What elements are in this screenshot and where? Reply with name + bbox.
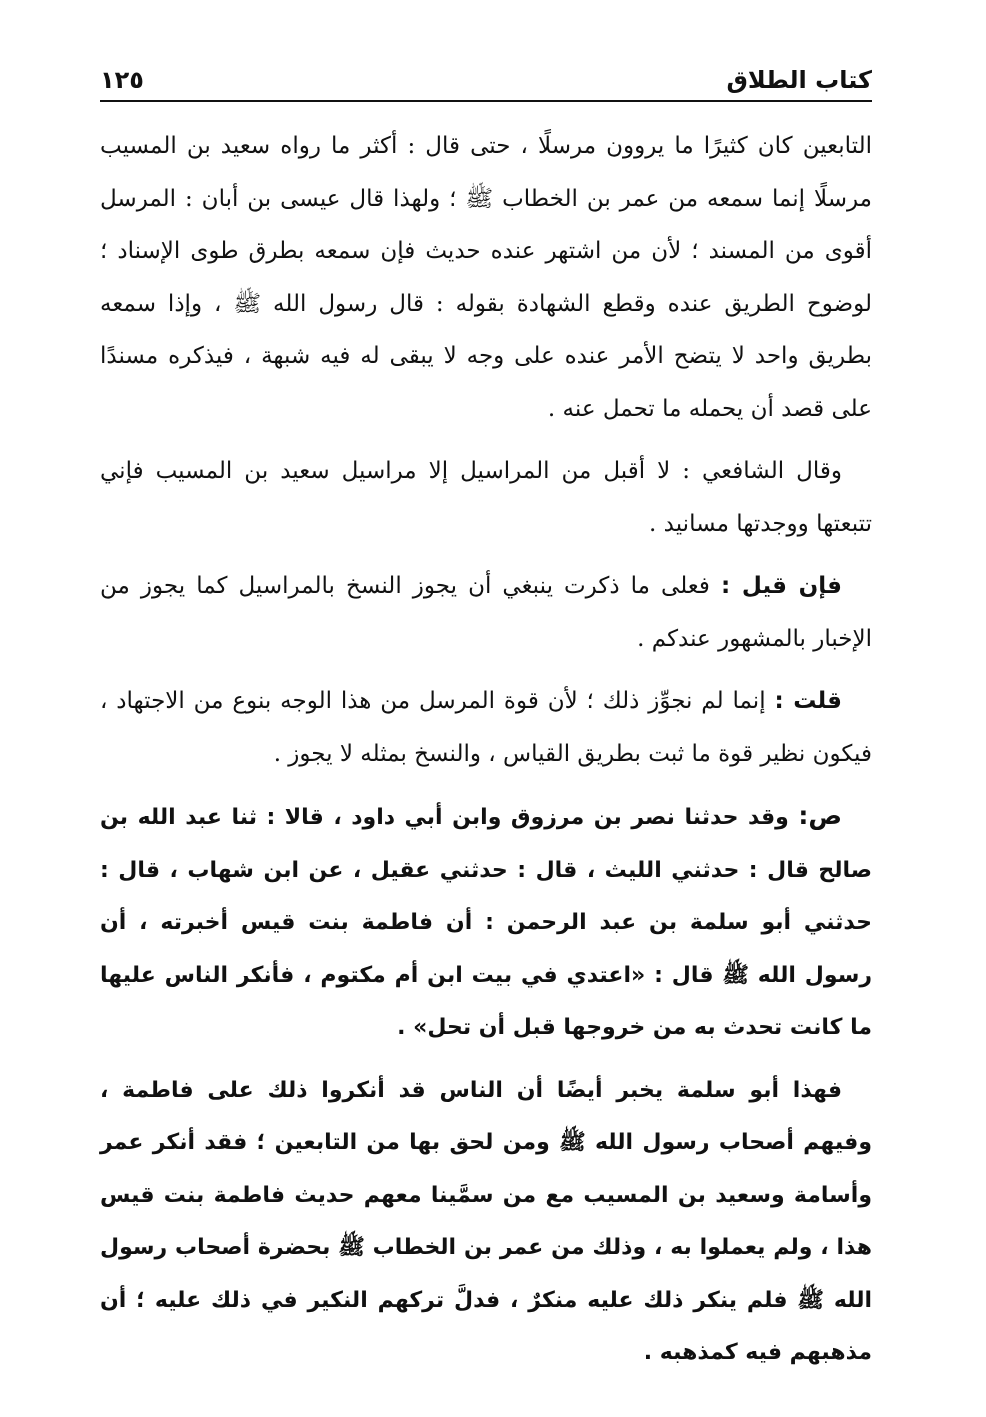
paragraph-2: [100, 445, 872, 550]
paragraph-text: فعلى ما ذكرت ينبغي أن يجوز النسخ بالمراسيل كما يجوز من الإخبار بالمشهور عندكم .: [100, 573, 872, 652]
paragraph-4: [100, 675, 872, 780]
paragraph-text: وقال الشافعي : لا أقبل من المراسيل إلا مراسيل سعيد بن المسيب فإني تتبعتها ووجدتها مسانيد .: [100, 458, 872, 537]
page-body: [100, 120, 872, 1380]
paragraph-6: [100, 1065, 872, 1380]
paragraph-text: التابعين كان كثيرًا ما يروون مرسلًا ، حتى قال : أكثر ما رواه سعيد بن المسيب مرسلًا إنما سمعه من عمر بن الخطاب ﷺ ؛ ولهذا قال عيسى بن أبان : المرسل أقوى من المسند ؛ لأن من اشتهر عنده حديث فإن سمعه بطرق طوى الإسناد ؛ لوضوح الطريق عنده وقطع الشهادة بقوله : قال رسول الله ﷺ ، وإذا سمعه بطريق واحد لا يتضح الأمر عنده على وجه لا يبقى له فيه شبهة ، فيذكره مسندًا على قصد أن يحمله ما تحمل عنه .: [100, 133, 872, 422]
paragraph-3: [100, 560, 872, 665]
book-page: [100, 58, 872, 1378]
page-number: ١٢٥: [100, 66, 144, 94]
paragraph-lead: قلت :: [774, 688, 842, 714]
running-header: [100, 58, 872, 102]
paragraph-1: [100, 120, 872, 435]
paragraph-5: [100, 790, 872, 1055]
paragraph-lead: ص:: [798, 801, 842, 830]
book-title: كتاب الطلاق: [726, 66, 872, 94]
paragraph-text: فهذا أبو سلمة يخبر أيضًا أن الناس قد أنكروا ذلك على فاطمة ، وفيهم أصحاب رسول الله ﷺ ومن لحق بها من التابعين ؛ فقد أنكر عمر وأسامة وسعيد بن المسيب مع من سمَّينا معهم حديث فاطمة بنت قيس هذا ، ولم يعملوا به ، وذلك من عمر بن الخطاب ﷺ بحضرة أصحاب رسول الله ﷺ فلم ينكر ذلك عليه منكرٌ ، فدلَّ تركهم النكير في ذلك عليه ؛ أن مذهبهم فيه كمذهبه .: [100, 1077, 872, 1365]
paragraph-text: إنما لم نجوِّز ذلك ؛ لأن قوة المرسل من هذا الوجه بنوع من الاجتهاد ، فيكون نظير قوة ما ثبت بطريق القياس ، والنسخ بمثله لا يجوز .: [100, 688, 872, 767]
paragraph-lead: فإن قيل :: [720, 573, 842, 599]
paragraph-text: وقد حدثنا نصر بن مرزوق وابن أبي داود ، قالا : ثنا عبد الله بن صالح قال : حدثني الليث ، قال : حدثني عقيل ، عن ابن شهاب ، قال : حدثني أبو سلمة بن عبد الرحمن : أن فاطمة بنت قيس أخبرته ، أن رسول الله ﷺ قال : «اعتدي في بيت ابن أم مكتوم ، فأنكر الناس عليها ما كانت تحدث به من خروجها قبل أن تحل» .: [100, 805, 872, 1040]
